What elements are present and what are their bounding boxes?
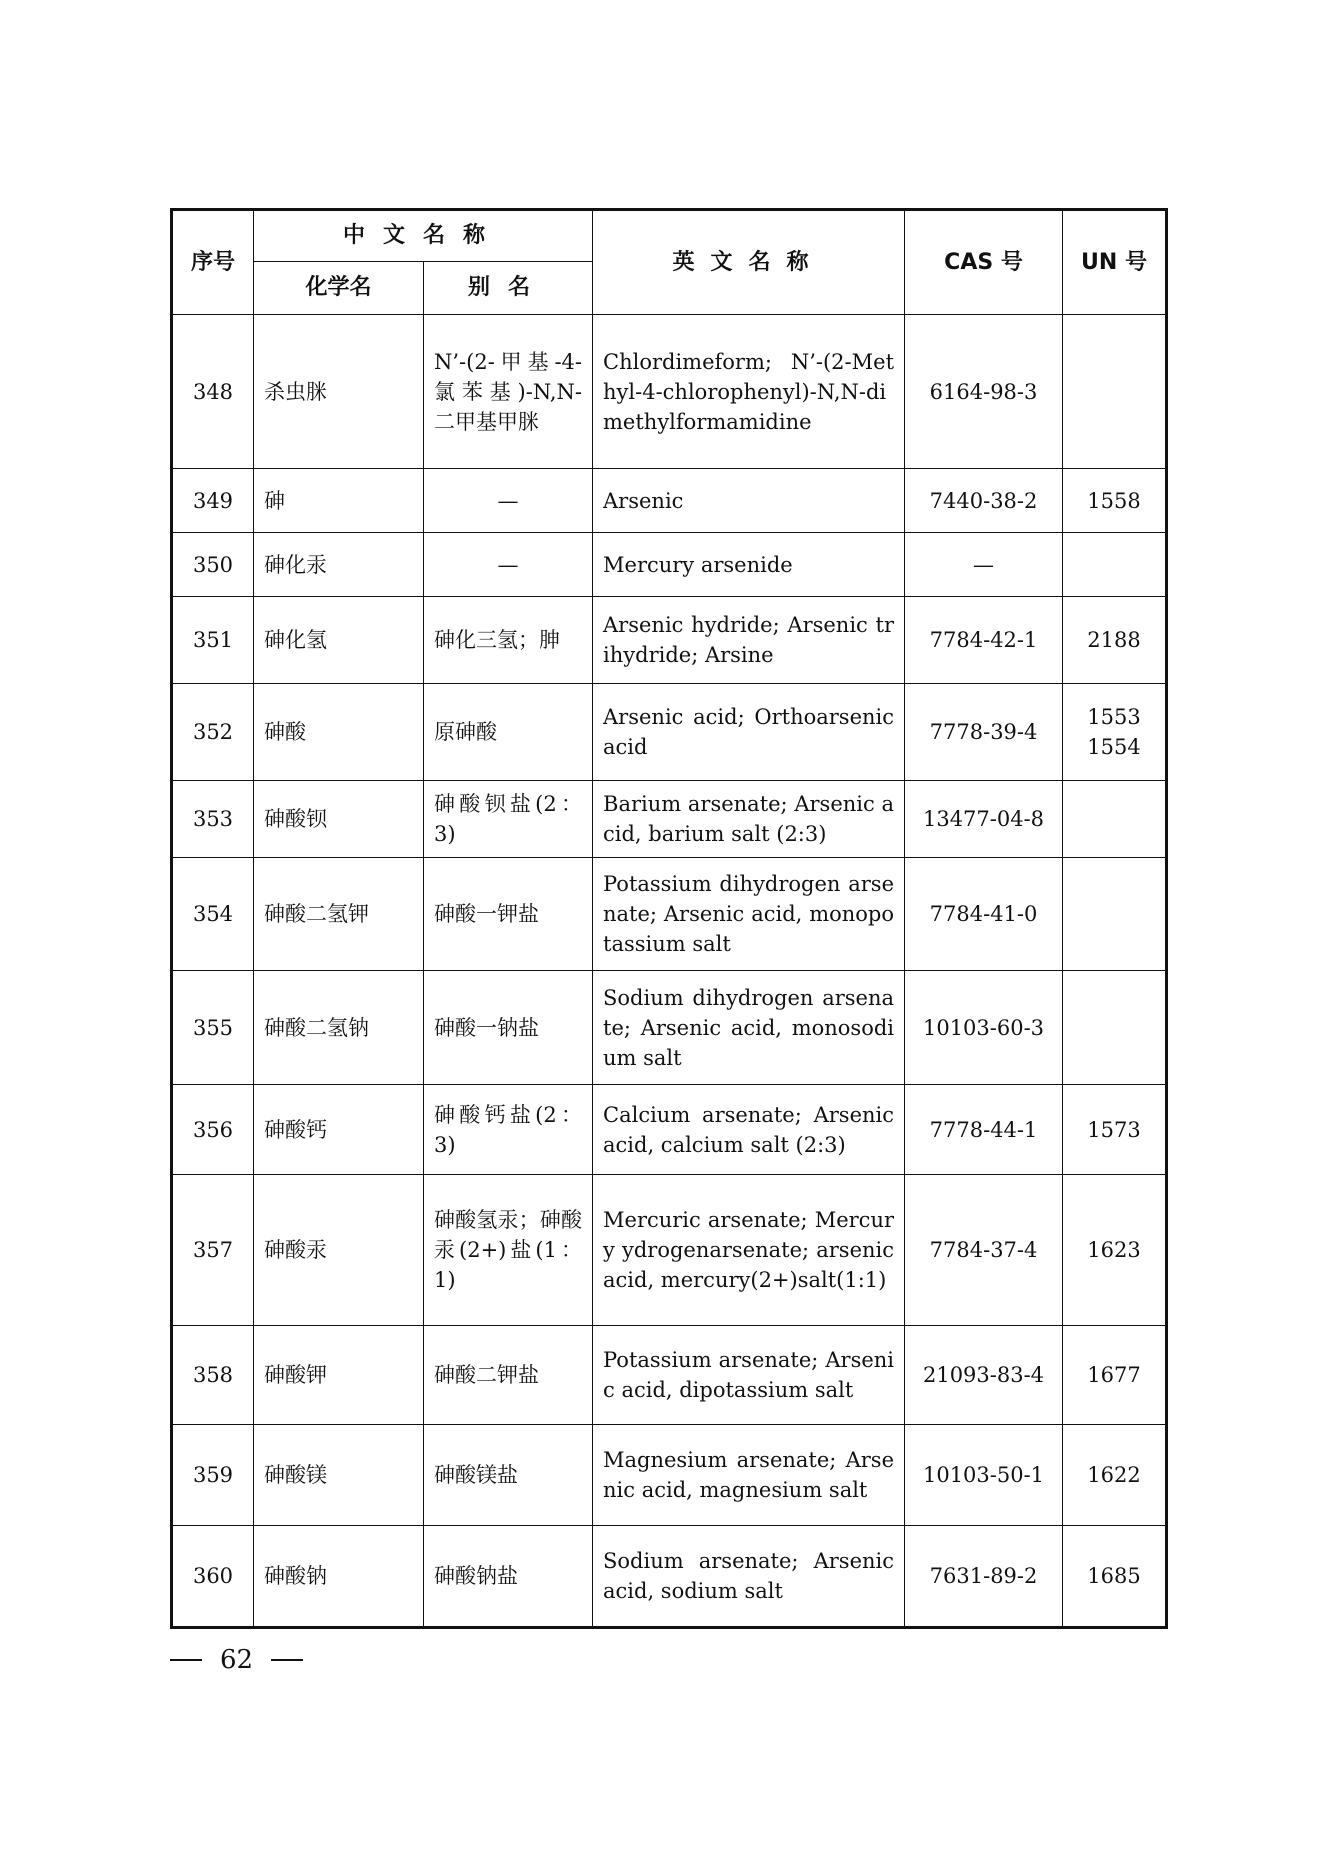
row-number: 356	[172, 1085, 254, 1175]
chemical-name: 砷酸二氢钾	[254, 858, 424, 971]
table-row	[172, 781, 1167, 858]
english-name: Magnesium arsenate; Arsenic acid, magnesium salt	[593, 1425, 905, 1526]
chemical-name: 砷酸钾	[254, 1326, 424, 1425]
chemical-name: 砷	[254, 469, 424, 533]
cas-number: 13477-04-8	[905, 781, 1063, 858]
cas-number: 7784-41-0	[905, 858, 1063, 971]
header-english-name: 英文名称	[593, 210, 905, 315]
cas-number: 7784-37-4	[905, 1175, 1063, 1326]
un-number	[1063, 533, 1167, 597]
un-number: 1553	[1087, 705, 1141, 729]
table-body	[172, 315, 1167, 1628]
alias-name: 砷酸一钾盐	[424, 858, 593, 971]
table-row	[172, 533, 1167, 597]
table-row	[172, 1085, 1167, 1175]
header-alias: 别名	[424, 262, 593, 315]
row-number: 359	[172, 1425, 254, 1526]
alias-name: 砷酸一钠盐	[424, 971, 593, 1085]
un-number	[1063, 315, 1167, 469]
row-number: 349	[172, 469, 254, 533]
alias-name: 砷酸钡盐(2：3)	[424, 781, 593, 858]
table-row	[172, 1326, 1167, 1425]
table-row	[172, 597, 1167, 684]
cas-number: 7631-89-2	[905, 1526, 1063, 1628]
alias-name: 砷化三氢；胂	[424, 597, 593, 684]
chemical-name: 砷化氢	[254, 597, 424, 684]
english-name: Sodium dihydrogen arsenate; Arsenic acid, monosodium salt	[593, 971, 905, 1085]
un-number: 1622	[1063, 1425, 1167, 1526]
table-row	[172, 684, 1167, 781]
english-name: Mercury arsenide	[593, 533, 905, 597]
un-number-cell	[1063, 684, 1167, 781]
header-seq: 序号	[172, 210, 254, 315]
un-number	[1063, 971, 1167, 1085]
un-number: 1623	[1063, 1175, 1167, 1326]
english-name: Potassium dihydrogen arsenate; Arsenic acid, monopotassium salt	[593, 858, 905, 971]
un-number: 2188	[1063, 597, 1167, 684]
row-number: 355	[172, 971, 254, 1085]
page-number: 62	[220, 1645, 254, 1675]
row-number: 353	[172, 781, 254, 858]
row-number: 358	[172, 1326, 254, 1425]
table-row	[172, 315, 1167, 469]
english-name: Arsenic	[593, 469, 905, 533]
un-number: 1573	[1063, 1085, 1167, 1175]
header-cas: CAS 号	[905, 210, 1063, 315]
alias-name: 砷酸钠盐	[424, 1526, 593, 1628]
footer-dash-left	[170, 1659, 202, 1661]
english-name: Sodium arsenate; Arsenic acid, sodium salt	[593, 1526, 905, 1628]
chemical-name: 砷酸二氢钠	[254, 971, 424, 1085]
english-name: Chlordimeform; N’-(2-Methyl-4-chlorophenyl)-N,N-dimethylformamidine	[593, 315, 905, 469]
cas-number: 7440-38-2	[905, 469, 1063, 533]
table-row	[172, 469, 1167, 533]
chemical-name: 砷酸钡	[254, 781, 424, 858]
cas-number: —	[905, 533, 1063, 597]
table-row	[172, 858, 1167, 971]
cas-number: 10103-60-3	[905, 971, 1063, 1085]
chemical-name: 砷酸汞	[254, 1175, 424, 1326]
chemical-name: 砷酸钠	[254, 1526, 424, 1628]
row-number: 354	[172, 858, 254, 971]
row-number: 360	[172, 1526, 254, 1628]
footer-dash-right	[271, 1659, 303, 1661]
english-name: Arsenic acid; Orthoarsenic acid	[593, 684, 905, 781]
header-chem-name: 化学名	[254, 262, 424, 315]
header-un: UN 号	[1063, 210, 1167, 315]
row-number: 348	[172, 315, 254, 469]
english-name: Mercuric arsenate; Mercury ydrogenarsenate; arsenic acid, mercury(2+)salt(1:1)	[593, 1175, 905, 1326]
table-row	[172, 971, 1167, 1085]
alias-name: 砷酸钙盐(2：3)	[424, 1085, 593, 1175]
alias-name: N’-(2-甲基-4-氯苯基)-N,N-二甲基甲脒	[424, 315, 593, 469]
cas-number: 7778-39-4	[905, 684, 1063, 781]
header-chinese-name: 中文名称	[254, 210, 593, 262]
english-name: Calcium arsenate; Arsenic acid, calcium salt (2:3)	[593, 1085, 905, 1175]
alias-name: —	[424, 469, 593, 533]
cas-number: 21093-83-4	[905, 1326, 1063, 1425]
un-number-secondary: 1554	[1087, 735, 1141, 759]
alias-name: 砷酸二钾盐	[424, 1326, 593, 1425]
table-row	[172, 1175, 1167, 1326]
alias-name: —	[424, 533, 593, 597]
hazardous-chemicals-table	[170, 208, 1168, 1629]
english-name: Arsenic hydride; Arsenic trihydride; Arsine	[593, 597, 905, 684]
chemical-name: 砷化汞	[254, 533, 424, 597]
un-number: 1685	[1063, 1526, 1167, 1628]
row-number: 350	[172, 533, 254, 597]
cas-number: 10103-50-1	[905, 1425, 1063, 1526]
cas-number: 7778-44-1	[905, 1085, 1063, 1175]
alias-name: 砷酸镁盐	[424, 1425, 593, 1526]
row-number: 351	[172, 597, 254, 684]
un-number	[1063, 781, 1167, 858]
english-name: Barium arsenate; Arsenic acid, barium salt (2:3)	[593, 781, 905, 858]
chemical-name: 砷酸	[254, 684, 424, 781]
alias-name: 原砷酸	[424, 684, 593, 781]
cas-number: 6164-98-3	[905, 315, 1063, 469]
chemical-name: 砷酸镁	[254, 1425, 424, 1526]
table-row	[172, 1526, 1167, 1628]
un-number: 1677	[1063, 1326, 1167, 1425]
cas-number: 7784-42-1	[905, 597, 1063, 684]
chemical-name: 砷酸钙	[254, 1085, 424, 1175]
alias-name: 砷酸氢汞；砷酸汞(2+)盐(1：1)	[424, 1175, 593, 1326]
table-row	[172, 1425, 1167, 1526]
page-footer	[170, 1640, 303, 1680]
un-number: 1558	[1063, 469, 1167, 533]
un-number	[1063, 858, 1167, 971]
row-number: 352	[172, 684, 254, 781]
english-name: Potassium arsenate; Arsenic acid, dipotassium salt	[593, 1326, 905, 1425]
row-number: 357	[172, 1175, 254, 1326]
chemical-name: 杀虫脒	[254, 315, 424, 469]
